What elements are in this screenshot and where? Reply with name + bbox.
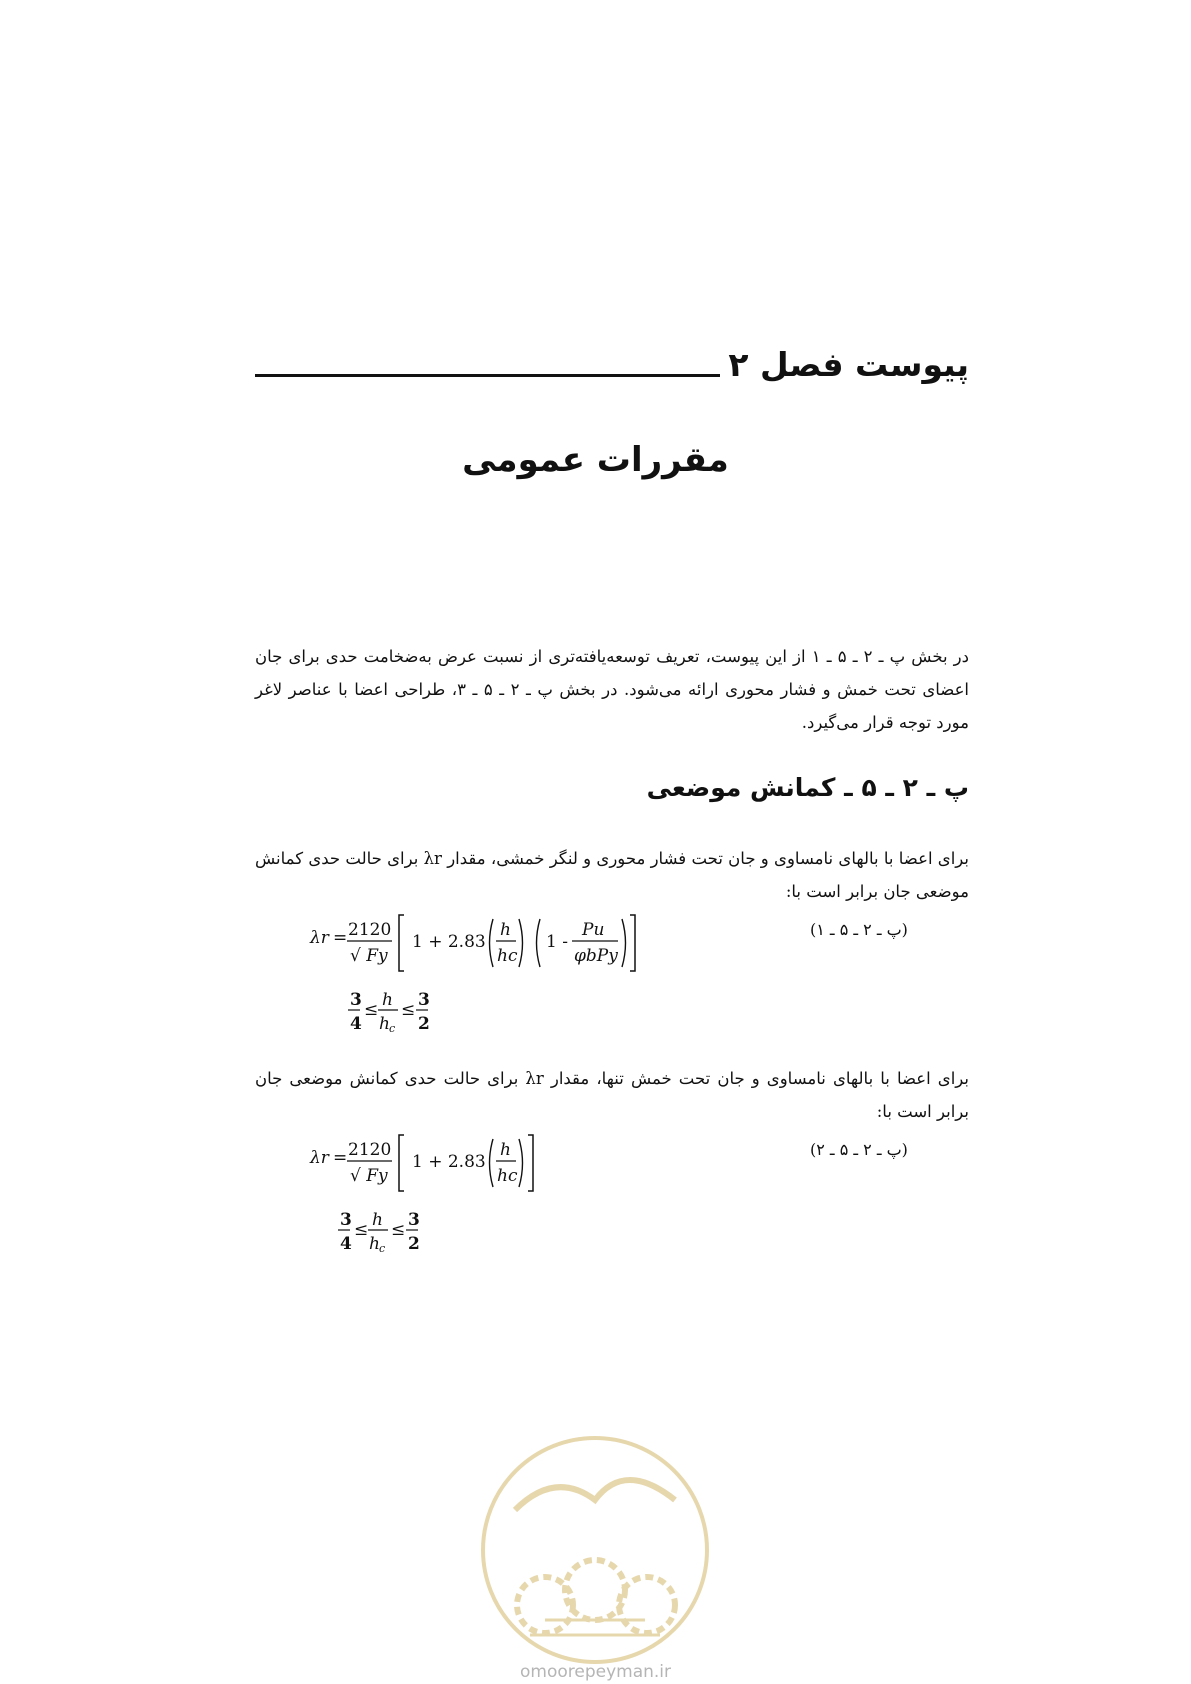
eq1-phibpy: φbPy [574,946,618,966]
svg-text:h: h [379,1014,390,1034]
svg-text:3: 3 [350,990,362,1010]
eq2-hc: hc [497,1166,518,1186]
svg-text:2: 2 [418,1014,430,1034]
eq2-lhs: λr [310,1148,329,1168]
eq1-one-minus: 1 - [546,932,568,952]
eq1-lhs: λr [310,928,329,948]
svg-text:=: = [333,928,348,948]
section-heading: پ ـ ۲ ـ ۵ ـ کمانش موضعی [646,773,969,802]
paragraph-1: برای اعضا با بالهای نامساوی و جان تحت فشار محوری و لنگر خمشی، مقدار λr برای حالت حدی کمانش موضعی جان برابر است با: [255,849,969,901]
chapter-rule [255,374,720,377]
chapter-header [255,345,969,384]
svg-text:3: 3 [408,1210,420,1230]
gear-scale-emblem-icon [475,1430,715,1670]
svg-text:≤: ≤ [364,1000,379,1020]
eq1-h: h [500,920,511,940]
svg-text:h: h [369,1234,380,1254]
svg-text:h: h [382,990,393,1010]
svg-text:c: c [379,1242,386,1255]
intro-paragraph: در بخش پ ـ ۲ ـ ۵ ـ ۱ از این پیوست، تعریف توسعه‌یافته‌تری از نسبت عرض به‌ضخامت حدی برای جان اعضای تحت خمش و فشار محوری ارائه می‌شود. در بخش پ ـ ۲ ـ ۵ ـ ۳، طراحی اعضا با عناصر لاغر مورد توجه قرار می‌گیرد. [255,647,970,732]
equation-1 [300,905,680,1035]
eq1-denominator: √ Fy [350,946,388,966]
svg-text:3: 3 [340,1210,352,1230]
svg-text:≤: ≤ [391,1220,406,1240]
paragraph-2: برای اعضا با بالهای نامساوی و جان تحت خمش تنها، مقدار λr برای حالت حدی کمانش موضعی جان برابر است با: [255,1069,969,1121]
eq1-pu: Pu [582,920,605,940]
eq2-coef: 1 + 2.83 [412,1152,486,1172]
eq2-denominator: √ Fy [350,1166,388,1186]
equation-1-label: (پ ـ ۲ ـ ۵ ـ ۱) [810,920,908,939]
svg-text:c: c [389,1022,396,1035]
equation-2 [300,1125,620,1255]
eq2-numerator: 2120 [348,1140,392,1160]
page-title: مقررات عمومی [462,440,729,480]
eq1-hc: hc [497,946,518,966]
watermark-url: omoorepeyman.ir [519,1662,672,1682]
svg-text:4: 4 [350,1014,362,1034]
svg-text:h: h [372,1210,383,1230]
svg-text:2: 2 [408,1234,420,1254]
svg-text:4: 4 [340,1234,352,1254]
chapter-title: پیوست فصل ۲ [728,345,969,384]
svg-text:≤: ≤ [354,1220,369,1240]
svg-text:≤: ≤ [401,1000,416,1020]
eq2-h: h [500,1140,511,1160]
svg-text:3: 3 [418,990,430,1010]
equation-2-label: (پ ـ ۲ ـ ۵ ـ ۲) [810,1140,908,1159]
eq1-coef: 1 + 2.83 [412,932,486,952]
eq1-numerator: 2120 [348,920,392,940]
svg-text:=: = [333,1148,348,1168]
